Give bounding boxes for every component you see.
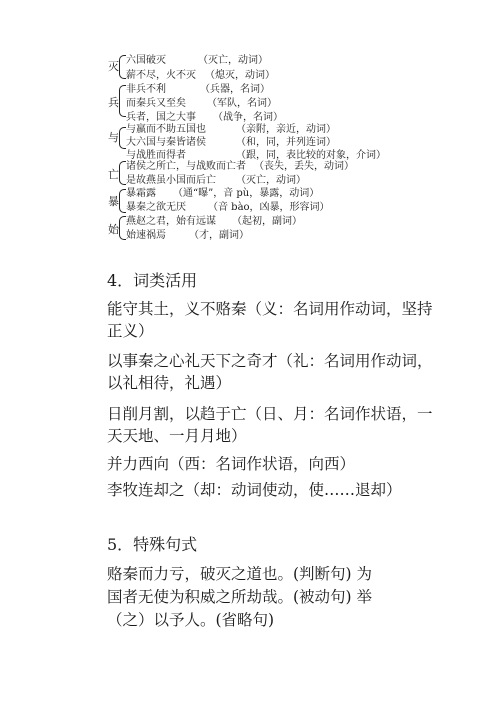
meaning-note: （熄灭，动词）	[205, 70, 275, 81]
body-line: 正义）	[107, 322, 154, 340]
entry-char: 与	[108, 131, 119, 144]
entry-char: 兵	[108, 96, 119, 109]
meaning-note: （音 bào，凶暴，形容词）	[208, 202, 330, 213]
example-text: 而秦兵又至矣	[126, 98, 186, 109]
brace-icon	[119, 216, 126, 240]
example-text: 与战胜而得者	[126, 150, 186, 161]
example-text: 暴霜露	[126, 188, 156, 199]
meaning-note: （战争，名词）	[213, 112, 283, 123]
meaning-note: （兵器，名词）	[200, 84, 270, 95]
example-text: 六国破灭	[126, 55, 166, 66]
body-line: 日削月割，以趋于亡（日、月：名词作状语，一	[107, 405, 433, 423]
meaning-note: （起初，副词）	[232, 216, 302, 227]
entry-char: 亡	[108, 168, 119, 181]
example-text: 是故燕虽小国而后亡	[126, 175, 216, 186]
meaning-note: （军队，名词）	[207, 98, 277, 109]
meaning-note: （灭亡，动词）	[198, 55, 268, 66]
meaning-note: （灭亡，动词）	[236, 175, 306, 186]
entry-char: 暴	[108, 195, 119, 208]
example-text: 大六国与秦皆诸侯	[126, 137, 206, 148]
brace-icon	[119, 55, 126, 79]
example-text: 非兵不利	[126, 84, 166, 95]
brace-icon	[119, 127, 126, 149]
meaning-note: （亲附，亲近，动词）	[236, 124, 336, 135]
section-heading: 4．词类活用	[107, 271, 198, 290]
body-line: 以事秦之心礼天下之奇才（礼：名词用作动词，	[107, 352, 433, 370]
example-text: 燕赵之君，始有远谋	[126, 216, 216, 227]
body-line: 并力西向（西：名词作状语，向西）	[107, 455, 356, 473]
section-heading: 5．特殊句式	[107, 535, 198, 554]
brace-icon	[119, 85, 126, 117]
example-text: 薪不尽，火不灭	[126, 70, 196, 81]
meaning-note: （才，副词）	[189, 230, 249, 241]
body-line: 能守其土，义不赂秦（义：名词用作动词，坚持	[107, 300, 433, 318]
body-line: 赂秦而力亏，破灭之道也。(判断句) 为	[107, 565, 373, 583]
example-text: 诸侯之所亡，与战败而亡者	[126, 161, 246, 172]
example-text: 暴秦之欲无厌	[126, 202, 186, 213]
body-line: 以礼相待，礼遇）	[107, 374, 232, 392]
entry-char: 始	[108, 223, 119, 236]
body-line: （之）以予人。(省略句)	[107, 611, 275, 629]
meaning-note: （跟，同，表比较的对象，介词）	[236, 150, 386, 161]
body-line: 国者无使为积威之所劫哉。(被动句) 举	[107, 588, 373, 606]
body-line: 李牧连却之（却：动词使动，使……退却）	[107, 481, 402, 499]
example-text: 始速祸焉	[126, 230, 166, 241]
meaning-note: （丧失，丢失，动词）	[254, 161, 354, 172]
brace-icon	[119, 161, 126, 185]
meaning-note: （通“曝”，音 pù，暴露，动词）	[173, 188, 320, 199]
entry-char: 灭	[108, 60, 119, 73]
body-line: 天天地、一月月地）	[107, 427, 247, 445]
example-text: 兵者，国之大事	[126, 112, 196, 123]
brace-icon	[119, 189, 126, 213]
example-text: 与嬴而不助五国也	[126, 124, 206, 135]
meaning-note: （和，同，并列连词）	[236, 137, 336, 148]
